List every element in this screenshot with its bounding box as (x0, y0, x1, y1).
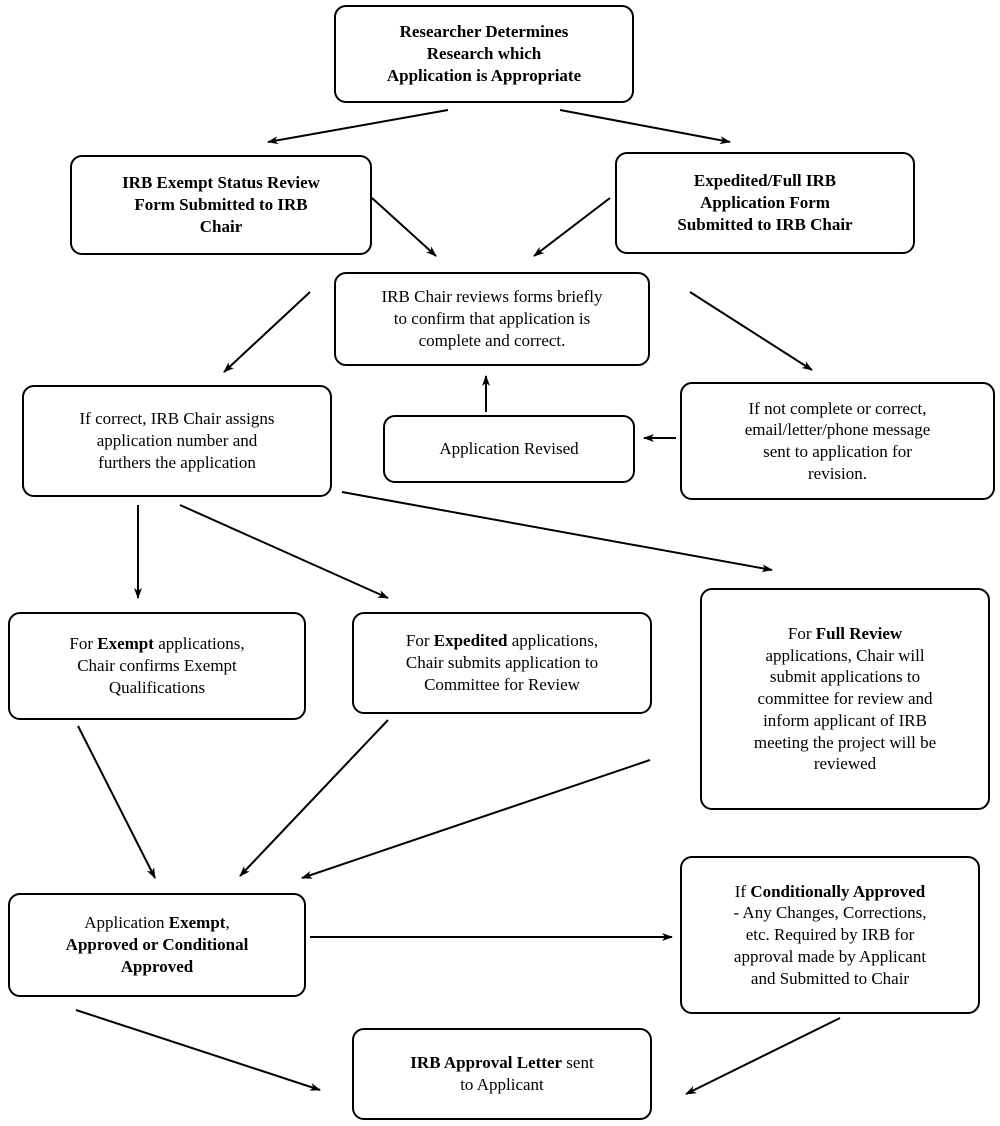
flow-edge-researcher-to-exempt-form (268, 110, 448, 142)
flow-node-label: If not complete or correct, email/letter/phone message sent to application for revision. (744, 398, 931, 483)
flow-edge-expedited-apps-to-app-exempt (240, 720, 388, 876)
flow-node-label: Researcher Determines Research which Application is Appropriate (386, 22, 582, 85)
flow-node-label: For Full Review applications, Chair will submit applications to committee for review and inform applicant of IRB meeting the project will be reviewed (753, 623, 937, 774)
flow-edge-chair-reviews-to-if-not-complete (690, 292, 812, 370)
flow-edge-researcher-to-expedited-form (560, 110, 730, 142)
flow-edge-exempt-form-to-chair-reviews (372, 198, 436, 256)
flow-node-application-revised (383, 415, 635, 483)
flow-node-label: IRB Chair reviews forms briefly to confirm that application is complete and correct. (381, 287, 603, 350)
flow-node-if-conditionally-approved (680, 856, 980, 1014)
flow-node-label: For Expedited applications, Chair submits application to Committee for Review (405, 631, 599, 694)
flow-edge-chair-reviews-to-if-correct (224, 292, 310, 372)
flow-node-researcher-determines (334, 5, 634, 103)
flow-node-if-not-complete (680, 382, 995, 500)
flow-node-irb-approval-letter (352, 1028, 652, 1120)
flow-node-chair-reviews-forms (334, 272, 650, 366)
flow-node-label: If Conditionally Approved - Any Changes, Corrections, etc. Required by IRB for approval made by Applicant and Submitted to Chair (733, 881, 927, 988)
flow-node-label: IRB Exempt Status Review Form Submitted to IRB Chair (122, 173, 320, 236)
flow-node-if-correct-assigns-number (22, 385, 332, 497)
flow-node-label: Expedited/Full IRB Application Form Submitted to IRB Chair (677, 171, 853, 234)
flow-edge-exempt-apps-to-application-exempt (78, 726, 155, 878)
flow-edge-if-correct-to-full-review (342, 492, 772, 570)
flow-node-for-full-review-applications (700, 588, 990, 810)
flow-node-label: For Exempt applications, Chair confirms Exempt Qualifications (69, 634, 245, 697)
flow-edge-full-review-to-app-exempt (302, 760, 650, 878)
flow-node-label: IRB Approval Letter sent to Applicant (410, 1053, 594, 1094)
flow-node-expedited-full-irb-application (615, 152, 915, 254)
flow-node-label: Application Exempt, Approved or Conditional Approved (65, 913, 249, 976)
flow-edge-app-exempt-to-approval-letter (76, 1010, 320, 1090)
flow-node-label: Application Revised (439, 439, 579, 459)
flow-edge-if-correct-to-expedited-apps (180, 505, 388, 598)
flow-node-application-exempt-approved (8, 893, 306, 997)
flow-edge-conditionally-to-approval-letter (686, 1018, 840, 1094)
flow-node-irb-exempt-status-review (70, 155, 372, 255)
flow-edge-expedited-form-to-chair-reviews (534, 198, 610, 256)
flow-node-label: If correct, IRB Chair assigns application number and furthers the application (79, 409, 275, 472)
flow-node-for-expedited-applications (352, 612, 652, 714)
flow-node-for-exempt-applications (8, 612, 306, 720)
